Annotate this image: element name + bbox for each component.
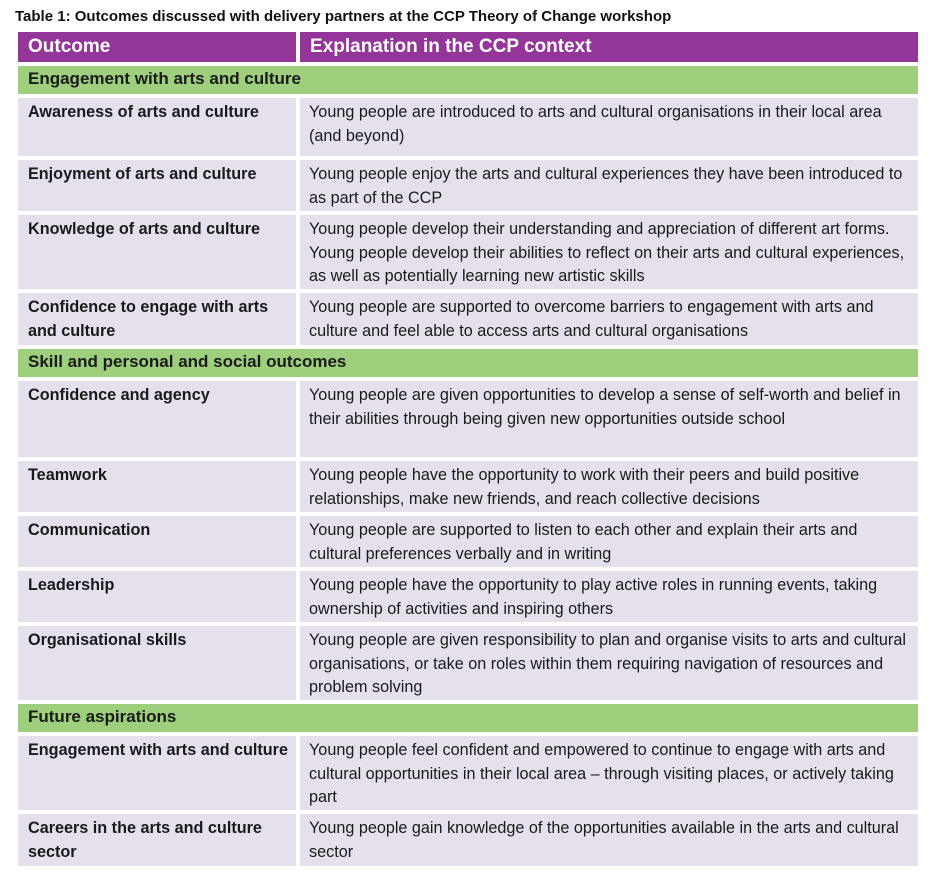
explanation-cell: Young people develop their understanding and appreciation of different art forms. Young people develop their abilities to reflect on their arts and cultural experiences, as well as potentially learning new artistic skills (300, 215, 918, 289)
outcome-cell: Knowledge of arts and culture (18, 215, 296, 289)
table-row (18, 736, 918, 810)
table-row (18, 571, 918, 622)
table-row (18, 160, 918, 211)
outcome-cell: Communication (18, 516, 296, 567)
outcome-cell: Awareness of arts and culture (18, 98, 296, 156)
outcome-cell: Confidence to engage with arts and culture (18, 293, 296, 345)
table-caption: Table 1: Outcomes discussed with delivery partners at the CCP Theory of Change workshop (15, 8, 672, 25)
explanation-cell: Young people have the opportunity to play active roles in running events, taking ownership of activities and inspiring others (300, 571, 918, 622)
explanation-cell: Young people are given responsibility to plan and organise visits to arts and cultural organisations, or take on roles within them requiring navigation of resources and problem solving (300, 626, 918, 700)
table-row (18, 381, 918, 457)
outcome-cell: Confidence and agency (18, 381, 296, 457)
table-row (18, 626, 918, 700)
explanation-cell: Young people are supported to listen to each other and explain their arts and cultural preferences verbally and in writing (300, 516, 918, 567)
outcome-cell: Careers in the arts and culture sector (18, 814, 296, 866)
table-row (18, 461, 918, 512)
explanation-cell: Young people are introduced to arts and cultural organisations in their local area (and beyond) (300, 98, 918, 156)
explanation-cell: Young people gain knowledge of the opportunities available in the arts and cultural sector (300, 814, 918, 866)
outcome-cell: Engagement with arts and culture (18, 736, 296, 810)
explanation-cell: Young people feel confident and empowered to continue to engage with arts and cultural opportunities in their local area – through visiting places, or actively taking part (300, 736, 918, 810)
outcomes-table (18, 32, 918, 866)
table-header-row (18, 32, 918, 62)
table-row (18, 293, 918, 345)
outcome-cell: Leadership (18, 571, 296, 622)
table-row (18, 814, 918, 866)
header-explanation: Explanation in the CCP context (300, 32, 918, 62)
explanation-cell: Young people have the opportunity to work with their peers and build positive relationships, make new friends, and reach collective decisions (300, 461, 918, 512)
outcome-cell: Teamwork (18, 461, 296, 512)
table-row (18, 215, 918, 289)
outcome-cell: Organisational skills (18, 626, 296, 700)
explanation-cell: Young people are given opportunities to develop a sense of self-worth and belief in their abilities through being given new opportunities outside school (300, 381, 918, 457)
table-row (18, 98, 918, 156)
section-heading: Future aspirations (18, 704, 918, 732)
explanation-cell: Young people enjoy the arts and cultural experiences they have been introduced to as part of the CCP (300, 160, 918, 211)
outcome-cell: Enjoyment of arts and culture (18, 160, 296, 211)
explanation-cell: Young people are supported to overcome barriers to engagement with arts and culture and feel able to access arts and cultural organisations (300, 293, 918, 345)
table-row (18, 516, 918, 567)
section-heading: Engagement with arts and culture (18, 66, 918, 94)
header-outcome: Outcome (18, 32, 296, 62)
section-heading: Skill and personal and social outcomes (18, 349, 918, 377)
